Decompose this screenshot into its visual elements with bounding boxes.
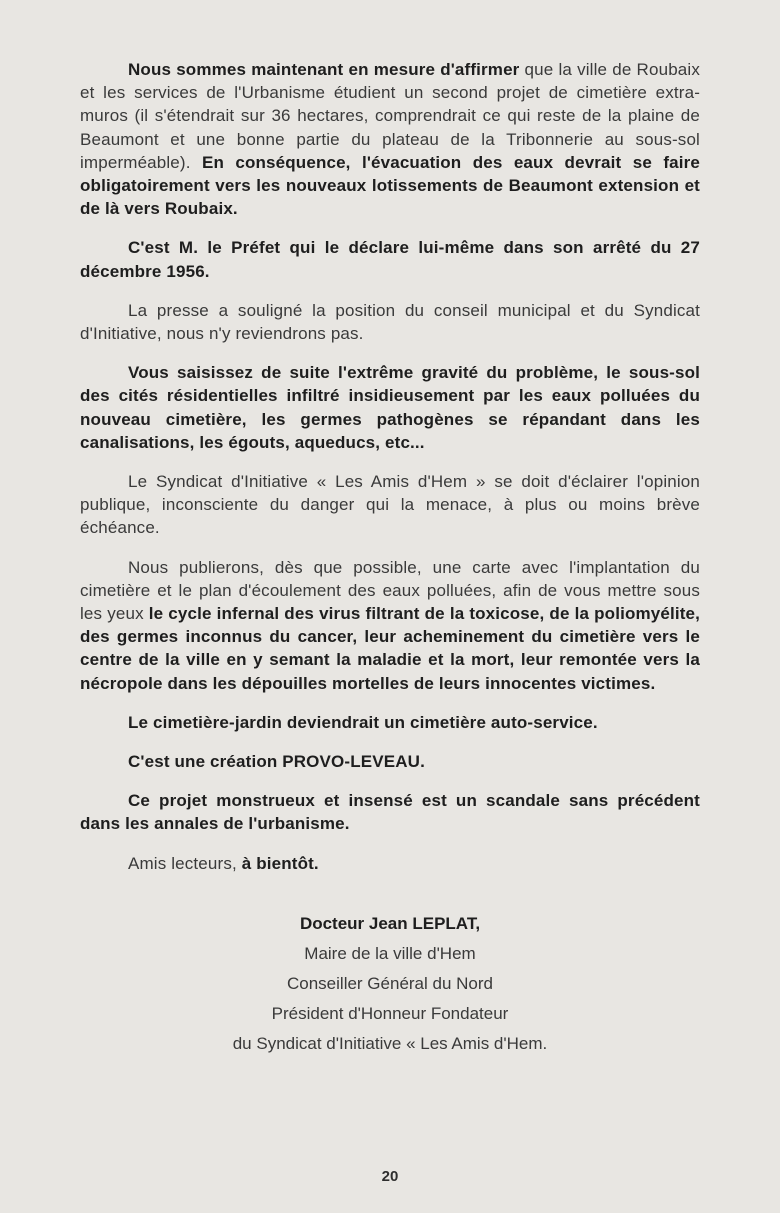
paragraph-1	[80, 58, 700, 220]
paragraph-4: Vous saisissez de suite l'extrême gravité du problème, le sous-sol des cités résidentielles infiltré insidieusement par les eaux polluées du nouveau cimetière, les germes pathogènes se répandant dans les canalisations, les égouts, aqueducs, etc...	[80, 363, 700, 452]
signature-name: Docteur Jean LEPLAT,	[299, 913, 481, 933]
signature-title-4: du Syndicat d'Initiative « Les Amis d'Hem.	[232, 1033, 548, 1053]
paragraph-10-body: Amis lecteurs,	[128, 853, 242, 873]
paragraph-6-emphasis: le cycle infernal des virus filtrant de la toxicose, de la poliomyélite, des germes inconnus du cancer, leur acheminement du cimetière vers le centre de la ville en y semant la maladie et la mort, leur remontée vers la nécropole dans les dépouilles mortelles de leurs innocentes victimes.	[80, 604, 700, 693]
signature-title-2: Conseiller Général du Nord	[287, 973, 493, 993]
paragraph-1-body: que la ville de Roubaix et les services de l'Urbanisme étudient un second projet de cimetière extra-muros (il s'étendrait sur 36 hectares, comprendrait ce qui reste de la plaine de Beaumont et une bonne partie du plateau de la Tribonnerie au sous-sol imperméable).	[80, 60, 700, 172]
paragraph-3: La presse a souligné la position du conseil municipal et du Syndicat d'Initiative, nous n'y reviendrons pas.	[80, 300, 700, 344]
signature-title-1: Maire de la ville d'Hem	[304, 943, 476, 963]
paragraph-5: Le Syndicat d'Initiative « Les Amis d'Hem » se doit d'éclairer l'opinion publique, inconsciente du danger qui la menace, à plus ou moins brève échéance.	[80, 472, 700, 538]
signature-title-3: Président d'Honneur Fondateur	[271, 1003, 509, 1023]
paragraph-6-body: Nous publierons, dès que possible, une carte avec l'implantation du cimetière et le plan d'écoulement des eaux polluées, afin de vous mettre sous les yeux	[80, 557, 700, 624]
paragraph-1-conclusion: En conséquence, l'évacuation des eaux devrait se faire obligatoirement vers les nouveaux lotissements de Beaumont extension et de là vers Roubaix.	[80, 152, 700, 219]
paragraph-10-emphasis: à bientôt.	[241, 853, 319, 873]
paragraph-1-lead: Nous sommes maintenant en mesure d'affirmer	[128, 60, 520, 79]
paragraph-10	[80, 852, 700, 875]
paragraph-8: C'est une création PROVO-LEVEAU.	[128, 752, 425, 772]
paragraph-2: C'est M. le Préfet qui le déclare lui-même dans son arrêté du 27 décembre 1956.	[80, 238, 700, 281]
paragraph-6	[80, 556, 700, 695]
paragraph-7: Le cimetière-jardin deviendrait un cimetière auto-service.	[128, 712, 598, 732]
paragraph-9: Ce projet monstrueux et insensé est un scandale sans précédent dans les annales de l'urbanisme.	[80, 791, 700, 834]
signature-block	[80, 909, 700, 1059]
page-number: 20	[381, 1168, 399, 1185]
